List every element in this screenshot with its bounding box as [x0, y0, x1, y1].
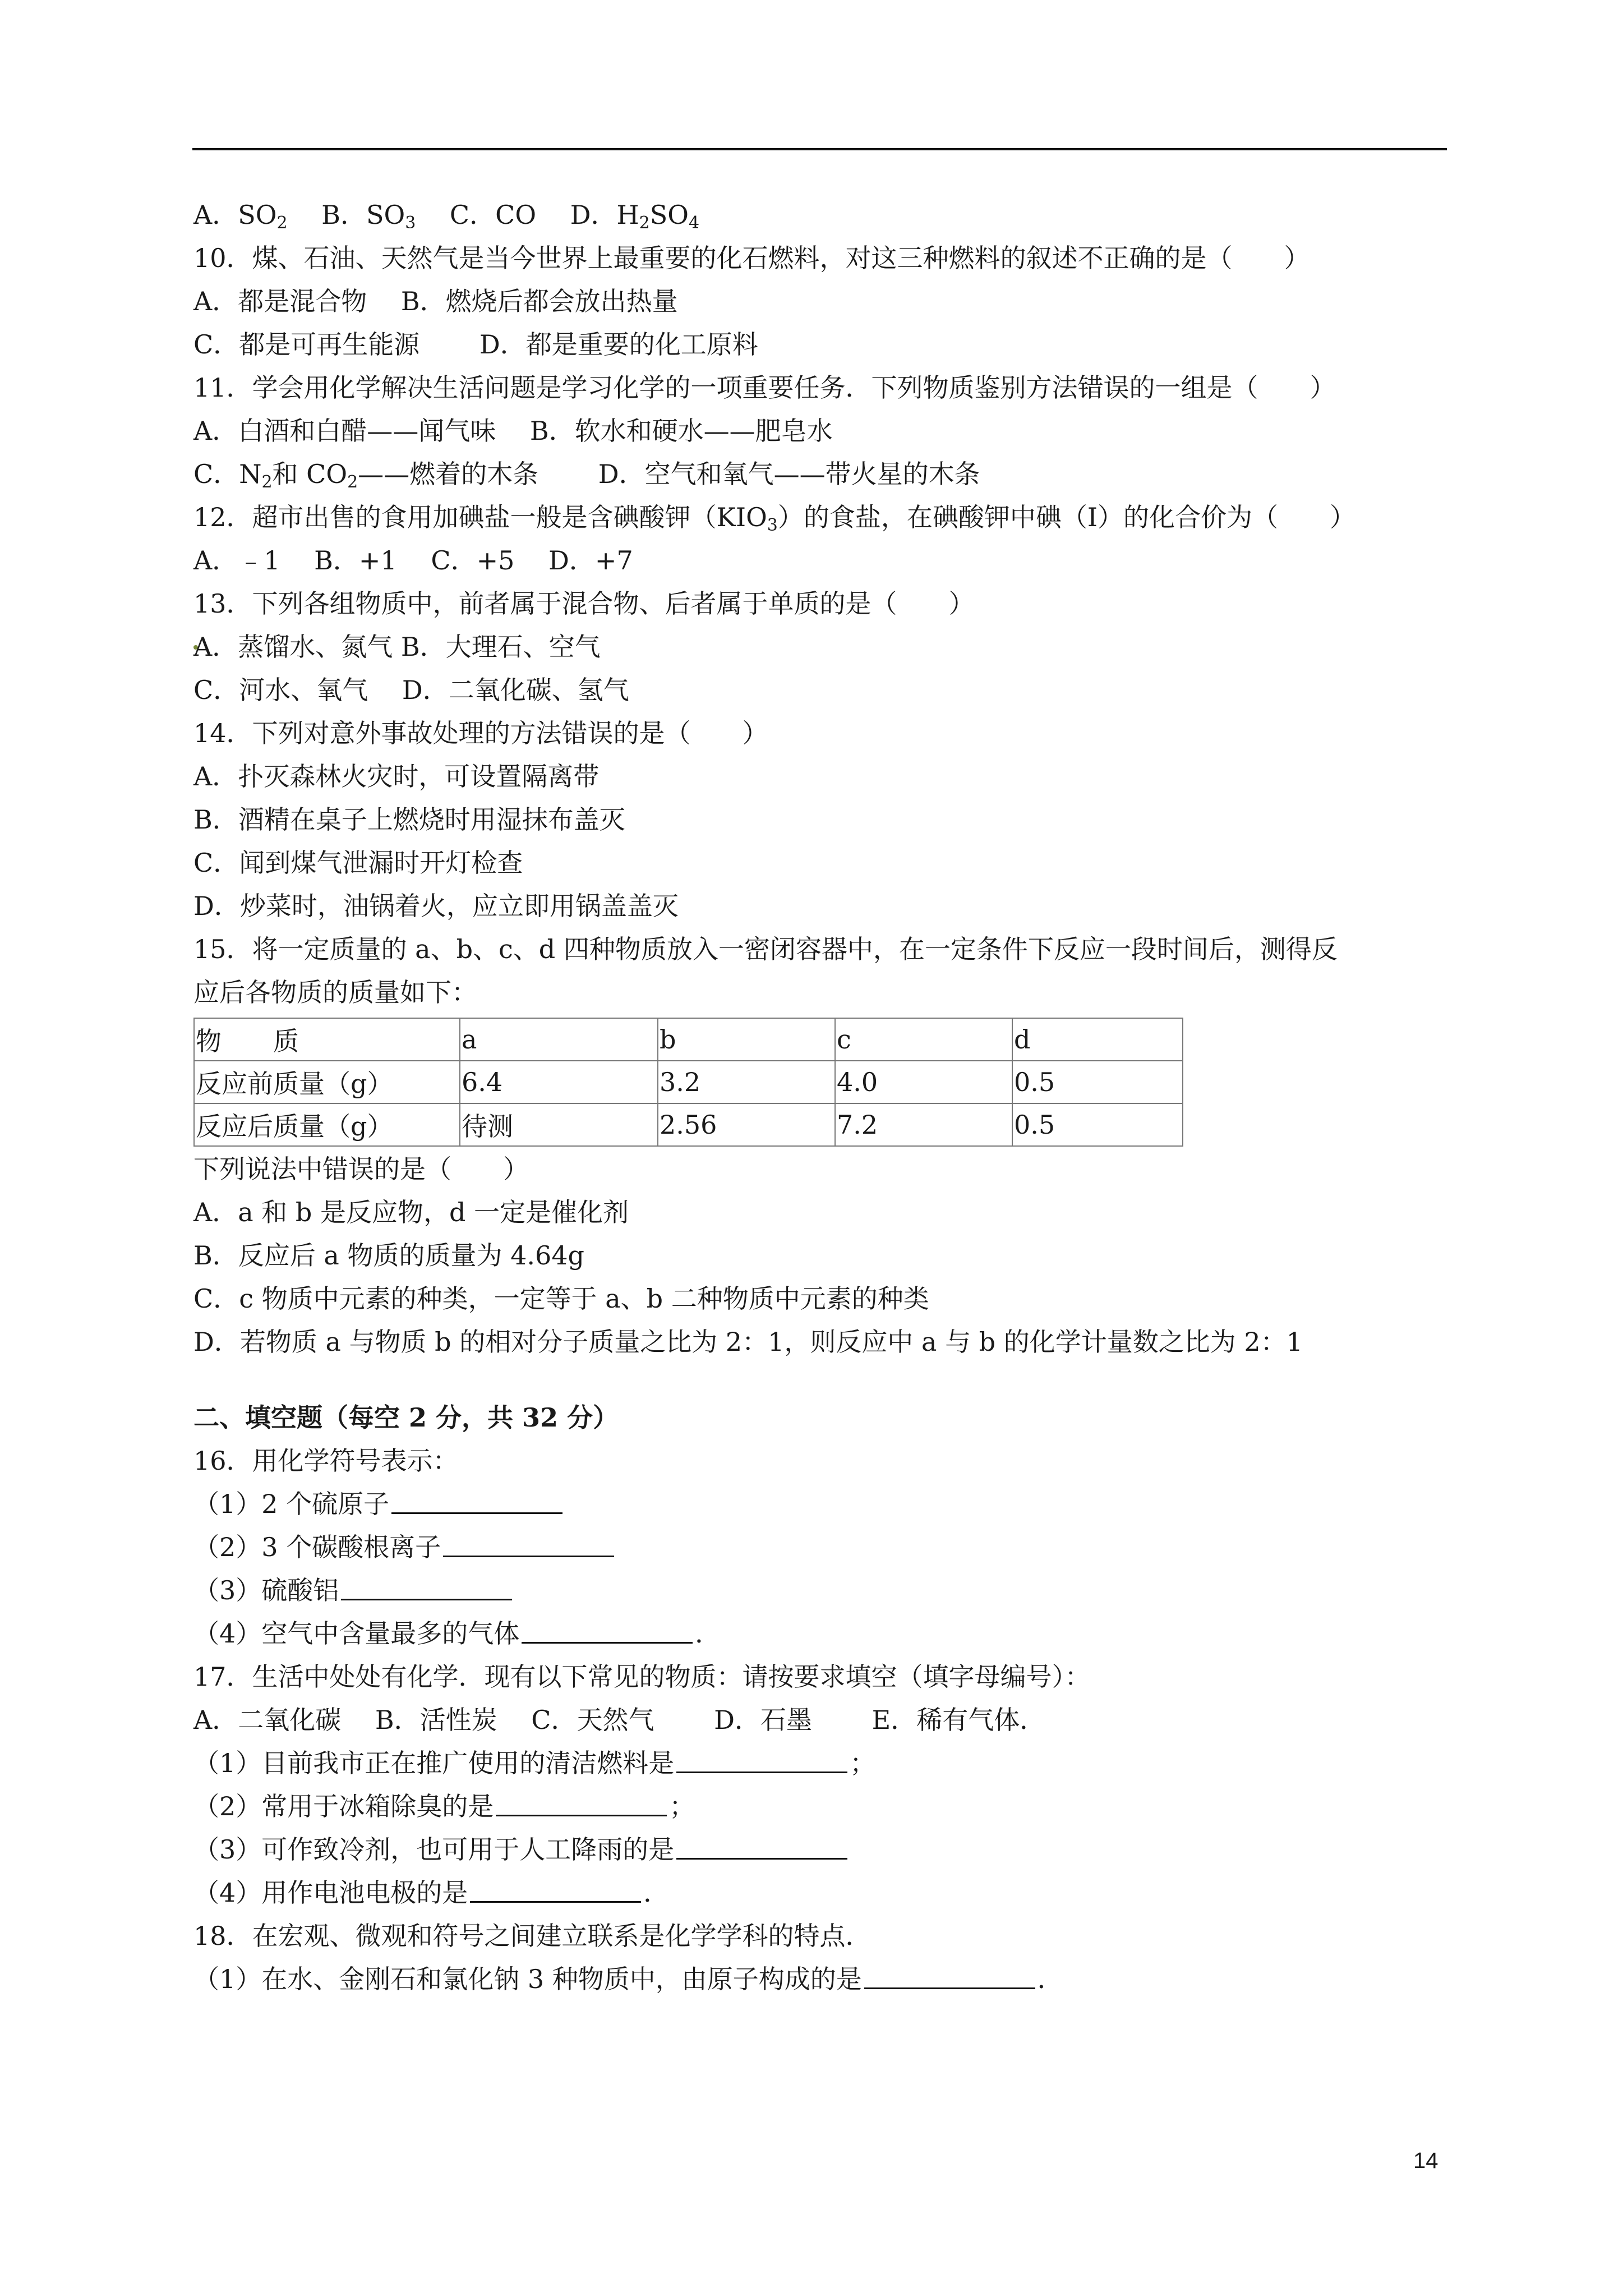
- table-cell: 2.56: [658, 1103, 835, 1146]
- answer-blank[interactable]: [522, 1619, 693, 1644]
- table-cell: 0.5: [1012, 1103, 1183, 1146]
- q13-option-d[interactable]: D．二氧化碳、氢气: [402, 675, 629, 705]
- q15-option-c[interactable]: C．c 物质中元素的种类，一定等于 a、b 二种物质中元素的种类: [193, 1283, 929, 1314]
- q10-option-b[interactable]: B．燃烧后都会放出热量: [400, 286, 678, 316]
- q13-options-ab: [193, 625, 1450, 669]
- table-header-cell: d: [1012, 1018, 1183, 1061]
- q16-stem: 16．用化学符号表示：: [193, 1446, 459, 1476]
- q12-options: [193, 539, 1450, 582]
- q12-option-c[interactable]: C．+5: [431, 545, 515, 576]
- q11-options-ab: [193, 409, 1450, 453]
- table-header-cell: 物 质: [194, 1018, 460, 1061]
- q15-option-a[interactable]: A．a 和 b 是反应物，d 一定是催化剂: [193, 1197, 629, 1227]
- table-header-cell: c: [835, 1018, 1012, 1061]
- table-cell: 待测: [460, 1103, 658, 1146]
- q11-option-d[interactable]: D．空气和氧气——带火星的木条: [598, 459, 980, 489]
- answer-blank[interactable]: [391, 1490, 562, 1514]
- q11-options-cd: [193, 453, 1450, 496]
- q16-item-1: （1）2 个硫原子: [193, 1483, 1450, 1526]
- q16-item-3: （3）硫酸铝: [193, 1569, 1450, 1612]
- q15-stem-line1: 15．将一定质量的 a、b、c、d 四种物质放入一密闭容器中，在一定条件下反应一段时间后，测得反: [193, 934, 1338, 964]
- answer-blank[interactable]: [470, 1879, 641, 1903]
- q10-options-cd: [193, 323, 1450, 366]
- table-row: [194, 1103, 1183, 1146]
- q16-item-2: （2）3 个碳酸根离子: [193, 1526, 1450, 1569]
- q17-option-a: A．二氧化碳: [193, 1705, 342, 1735]
- table-row: [194, 1018, 1183, 1061]
- table-cell: 反应后质量（g）: [194, 1103, 460, 1146]
- q10-options-ab: [193, 280, 1450, 323]
- table-cell: 7.2: [835, 1103, 1012, 1146]
- q13-options-cd: [193, 669, 1450, 712]
- q17-item-4: （4）用作电池电极的是 ．: [193, 1878, 670, 1908]
- q12-option-b[interactable]: B．+1: [314, 545, 397, 576]
- q11-option-a[interactable]: A．白酒和白醋——闻气味: [193, 416, 496, 446]
- q17-option-e: E．稀有气体．: [872, 1705, 1046, 1735]
- q13-option-c[interactable]: C．河水、氧气: [193, 675, 368, 705]
- page-number: 14: [1413, 2148, 1438, 2173]
- q14-option-c[interactable]: C．闻到煤气泄漏时开灯检查: [193, 848, 523, 878]
- table-row: [194, 1061, 1183, 1103]
- q12-option-d[interactable]: D．+7: [548, 545, 633, 576]
- table-cell: 6.4: [460, 1061, 658, 1103]
- q9-options: A．$SO_2$ B．$SO_3$ C．CO D．$H_2SO_4$: [193, 200, 700, 233]
- table-cell: 0.5: [1012, 1061, 1183, 1103]
- answer-blank[interactable]: [496, 1792, 667, 1816]
- q11-stem: 11．学会用化学解决生活问题是学习化学的一项重要任务．下列物质鉴别方法错误的一组是（ ）: [193, 372, 1336, 403]
- q13-option-a[interactable]: A．蒸馏水、氮气: [193, 632, 393, 662]
- table-cell: 3.2: [658, 1061, 835, 1103]
- table-cell: 反应前质量（g）: [194, 1061, 460, 1103]
- q16-item-4: （4）空气中含量最多的气体 ．: [193, 1618, 721, 1649]
- q12-option-a[interactable]: A．﹣1: [193, 545, 280, 576]
- table-header-cell: a: [460, 1018, 658, 1061]
- q17-option-d: D．石墨: [714, 1705, 813, 1735]
- q17-option-c: C．天然气: [531, 1705, 654, 1735]
- q14-option-d[interactable]: D．炒菜时，油锅着火，应立即用锅盖盖灭: [193, 891, 679, 921]
- q14-stem: 14．下列对意外事故处理的方法错误的是（ ）: [193, 718, 768, 748]
- q17-item-1: （1）目前我市正在推广使用的清洁燃料是 ；: [193, 1748, 876, 1778]
- header-rule: [192, 148, 1447, 150]
- table-header-cell: b: [658, 1018, 835, 1061]
- q17-item-3: （3）可作致冷剂，也可用于人工降雨的是: [193, 1828, 1450, 1871]
- q10-option-a[interactable]: A．都是混合物: [193, 286, 367, 316]
- answer-blank[interactable]: [676, 1835, 847, 1860]
- q15-mass-table: [193, 1018, 1183, 1147]
- q17-stem: 17．生活中处处有化学．现有以下常见的物质：请按要求填空（填字母编号）：: [193, 1662, 1091, 1692]
- q15-option-d[interactable]: D．若物质 a 与物质 b 的相对分子质量之比为 2：1，则反应中 a 与 b 的化学计量数之比为 2：1: [193, 1327, 1303, 1357]
- answer-blank[interactable]: [341, 1576, 512, 1600]
- answer-blank[interactable]: [443, 1533, 614, 1557]
- table-cell: 4.0: [835, 1061, 1012, 1103]
- exam-page-content: [193, 194, 1450, 2001]
- q13-stem: 13．下列各组物质中，前者属于混合物、后者属于单质的是（ ）: [193, 588, 975, 619]
- q17-options: [193, 1699, 1450, 1742]
- q15-ask: 下列说法中错误的是（ ）: [193, 1154, 529, 1184]
- section-2-heading: 二、填空题（每空 2 分，共 32 分）: [193, 1402, 619, 1433]
- q15-option-b[interactable]: B．反应后 a 物质的质量为 4.64g: [193, 1240, 584, 1271]
- q18-stem: 18．在宏观、微观和符号之间建立联系是化学学科的特点．: [193, 1921, 872, 1951]
- q18-item-1: （1）在水、金刚石和氯化钠 3 种物质中，由原子构成的是 ．: [193, 1964, 1063, 1994]
- q14-option-a[interactable]: A．扑灭森林火灾时，可设置隔离带: [193, 761, 600, 792]
- q15-stem-line2: 应后各物质的质量如下：: [193, 977, 477, 1007]
- q17-option-b: B．活性炭: [375, 1705, 497, 1735]
- q12-stem: 12．超市出售的食用加碘盐一般是含碘酸钾$(KIO_3)$的食盐，在碘酸钾中碘（I）的化合价为（ ）: [193, 502, 1356, 535]
- q11-option-c[interactable]: C．$N_2$和 $CO_2——$燃着的木条: [193, 459, 539, 492]
- q14-option-b[interactable]: B．酒精在桌子上燃烧时用湿抹布盖灭: [193, 804, 625, 835]
- q13-option-b[interactable]: B．大理石、空气: [400, 632, 601, 662]
- q11-option-b[interactable]: B．软水和硬水——肥皂水: [529, 416, 833, 446]
- answer-blank[interactable]: [864, 1965, 1035, 1989]
- q17-item-2: （2）常用于冰箱除臭的是 ；: [193, 1791, 695, 1821]
- q10-stem: 10．煤、石油、天然气是当今世界上最重要的化石燃料，对这三种燃料的叙述不正确的是（ ）: [193, 243, 1310, 273]
- q10-option-d[interactable]: D．都是重要的化工原料: [479, 329, 758, 360]
- q10-option-c[interactable]: C．都是可再生能源: [193, 329, 420, 360]
- answer-blank[interactable]: [676, 1749, 847, 1773]
